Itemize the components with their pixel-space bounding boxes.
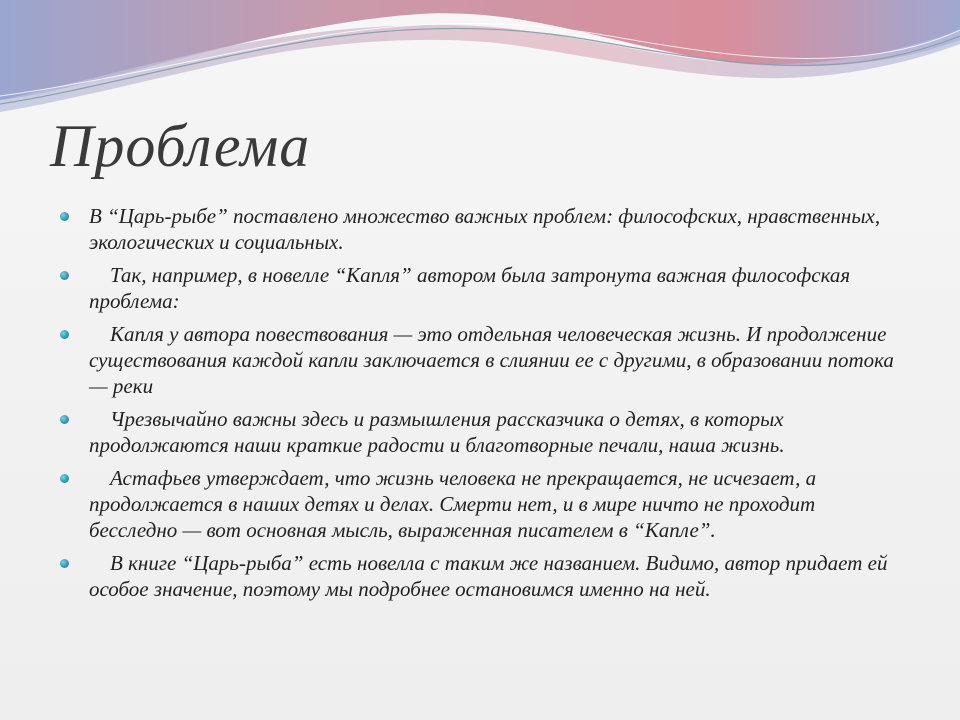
slide-title: Проблема <box>50 113 311 179</box>
bullet-dot-icon <box>60 559 69 568</box>
bullet-text: В “Царь-рыбе” поставлено множество важных проблем: философских, нравственных, экологических и социальных. <box>89 204 881 254</box>
bullet-text: Астафьев утверждает, что жизнь человека не прекращается, не исчезает, а продолжается в наших детях и делах. Смерти нет, и в мире ничто не проходит бесследно — вот основная мысль, выраженная писателем в “Капле”. <box>89 466 822 542</box>
bullet-text: Так, например, в новелле “Капля” автором была затронута важная философская проблема: <box>89 263 856 313</box>
list-item <box>58 203 908 255</box>
list-item <box>58 465 908 543</box>
bullet-dot-icon <box>60 271 69 280</box>
list-item <box>58 406 908 458</box>
bullet-text: В книге “Царь-рыба” есть новелла с таким же названием. Видимо, автор придает ей особое значение, поэтому мы подробнее остановимся именно на ней. <box>89 551 893 601</box>
bullet-text: Капля у автора повествования — это отдельная человеческая жизнь. И продолжение существования каждой капли заключается в слиянии ее с другими, в образовании потока — реки <box>89 322 900 398</box>
bullet-dot-icon <box>60 330 69 339</box>
bullet-dot-icon <box>60 415 69 424</box>
bullet-text: Чрезвычайно важны здесь и размышления рассказчика о детях, в которых продолжаются наши краткие радости и благотворные печали, наша жизнь. <box>89 407 789 457</box>
bullet-dot-icon <box>60 474 69 483</box>
bullet-dot-icon <box>60 212 69 221</box>
bullet-list <box>58 203 908 609</box>
list-item <box>58 262 908 314</box>
list-item <box>58 321 908 399</box>
list-item <box>58 550 908 602</box>
